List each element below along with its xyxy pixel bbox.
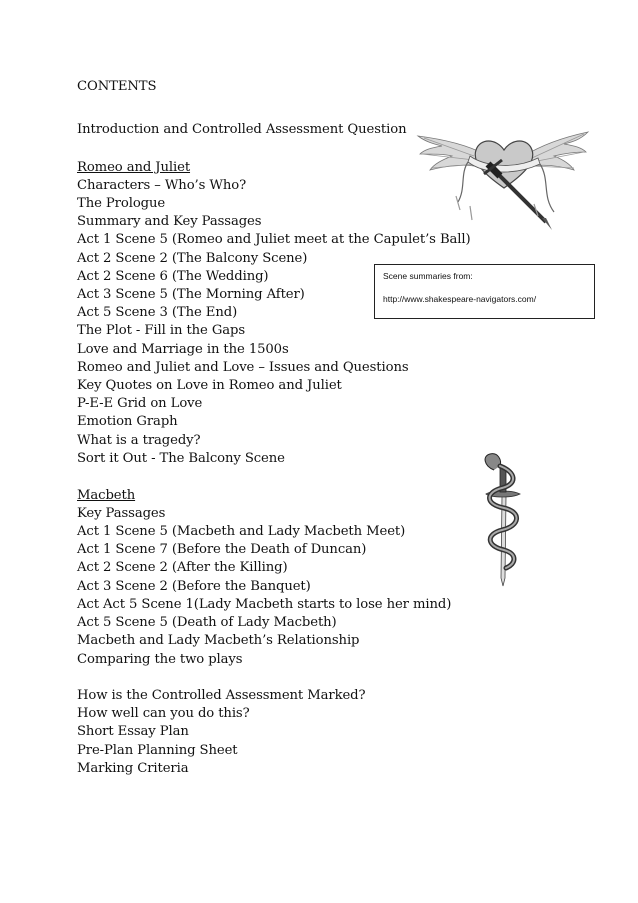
romeo-item: Act 5 Scene 3 (The End) (77, 305, 238, 320)
winged-heart-dagger-icon (414, 126, 590, 236)
romeo-item: The Prologue (77, 196, 166, 211)
serpent-dagger-icon (472, 450, 532, 590)
romeo-item: Act 2 Scene 6 (The Wedding) (77, 269, 269, 284)
macbeth-item: Act 2 Scene 2 (After the Killing) (77, 560, 288, 575)
romeo-item: Characters – Who’s Who? (77, 178, 247, 193)
romeo-item: Sort it Out - The Balcony Scene (77, 451, 285, 466)
macbeth-item: Act Act 5 Scene 1(Lady Macbeth starts to lose her mind) (77, 597, 452, 612)
macbeth-item: Act 1 Scene 5 (Macbeth and Lady Macbeth Meet) (77, 524, 406, 539)
assessment-item: Short Essay Plan (77, 724, 189, 739)
assessment-item: Pre-Plan Planning Sheet (77, 743, 238, 758)
assessment-item: Marking Criteria (77, 761, 189, 776)
macbeth-item: Act 3 Scene 2 (Before the Banquet) (77, 579, 311, 594)
macbeth-heading: Macbeth (77, 488, 136, 503)
romeo-item: What is a tragedy? (77, 433, 201, 448)
macbeth-item: Comparing the two plays (77, 652, 243, 667)
note-label: Scene summaries from: (383, 271, 473, 281)
macbeth-item: Act 1 Scene 7 (Before the Death of Duncan) (77, 542, 367, 557)
macbeth-item: Act 5 Scene 5 (Death of Lady Macbeth) (77, 615, 337, 630)
romeo-item: Romeo and Juliet and Love – Issues and Questions (77, 360, 409, 375)
contents-title: CONTENTS (77, 79, 157, 94)
romeo-item: The Plot - Fill in the Gaps (77, 323, 246, 338)
romeo-heading: Romeo and Juliet (77, 160, 191, 175)
intro-item: Introduction and Controlled Assessment Question (77, 122, 407, 137)
romeo-item: Love and Marriage in the 1500s (77, 342, 289, 357)
romeo-item: Key Quotes on Love in Romeo and Juliet (77, 378, 342, 393)
note-link[interactable]: http://www.shakespeare-navigators.com/ (383, 294, 537, 304)
romeo-item: Act 2 Scene 2 (The Balcony Scene) (77, 251, 308, 266)
assessment-item: How is the Controlled Assessment Marked? (77, 688, 366, 703)
macbeth-item: Key Passages (77, 506, 166, 521)
macbeth-item: Macbeth and Lady Macbeth’s Relationship (77, 633, 360, 648)
assessment-item: How well can you do this? (77, 706, 250, 721)
romeo-item: Summary and Key Passages (77, 214, 262, 229)
romeo-item: Act 1 Scene 5 (Romeo and Juliet meet at the Capulet’s Ball) (77, 232, 471, 247)
romeo-item: Act 3 Scene 5 (The Morning After) (77, 287, 305, 302)
scene-summaries-note (374, 264, 595, 319)
romeo-item: P-E-E Grid on Love (77, 396, 203, 411)
romeo-item: Emotion Graph (77, 414, 178, 429)
